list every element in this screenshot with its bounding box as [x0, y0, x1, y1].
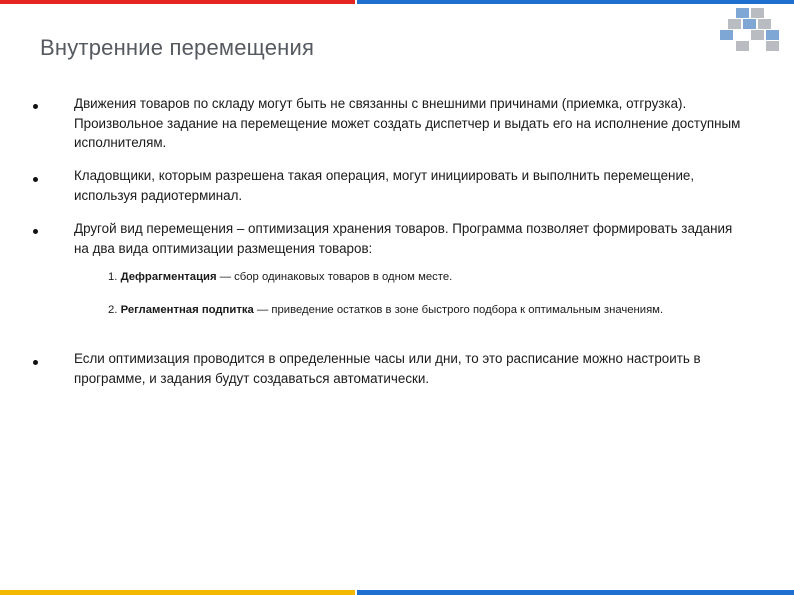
logo-grid-icon	[720, 8, 782, 52]
subitem-term: Регламентная подпитка	[120, 304, 254, 316]
top-bar-blue	[357, 0, 794, 4]
bullet-text: Кладовщики, которым разрешена такая операция, могут инициировать и выполнить перемещение, используя радиотерминал.	[74, 168, 695, 203]
top-bar-red	[0, 0, 355, 4]
subitem-replenishment	[108, 302, 748, 318]
bottom-bar-yellow	[0, 590, 355, 595]
subitem-number: 1.	[108, 271, 118, 283]
bullet-dot	[33, 360, 38, 365]
subitem-desc: — сбор одинаковых товаров в одном месте.	[216, 271, 453, 283]
bottom-accent-bar	[0, 590, 794, 595]
subitem-number: 2.	[108, 304, 118, 316]
subitem-desc: — приведение остатков в зоне быстрого подбора к оптимальным значениям.	[253, 304, 664, 316]
bullet-text: Если оптимизация проводится в определенные часы или дни, то это расписание можно настроить в программе, и задания будут создаваться автоматически.	[74, 351, 701, 386]
top-accent-bar	[0, 0, 794, 4]
subitem-defragmentation	[108, 269, 748, 285]
slide-title: Внутренние перемещения	[40, 35, 315, 60]
bullet-dot	[33, 177, 38, 182]
bullet-dot	[33, 104, 38, 109]
bullet-text: Другой вид перемещения – оптимизация хранения товаров. Программа позволяет формировать задания на два вида оптимизации размещения товаров:	[74, 221, 733, 256]
bullet-dot	[33, 229, 38, 234]
subitem-term: Дефрагментация	[120, 271, 217, 283]
bullet-text: Движения товаров по складу могут быть не связанны с внешними причинами (приемка, отгрузка). Произвольное задание на перемещение может создать диспетчер и выдать его на исполнение доступным исполнителям.	[74, 96, 741, 150]
bottom-bar-blue	[357, 590, 794, 595]
